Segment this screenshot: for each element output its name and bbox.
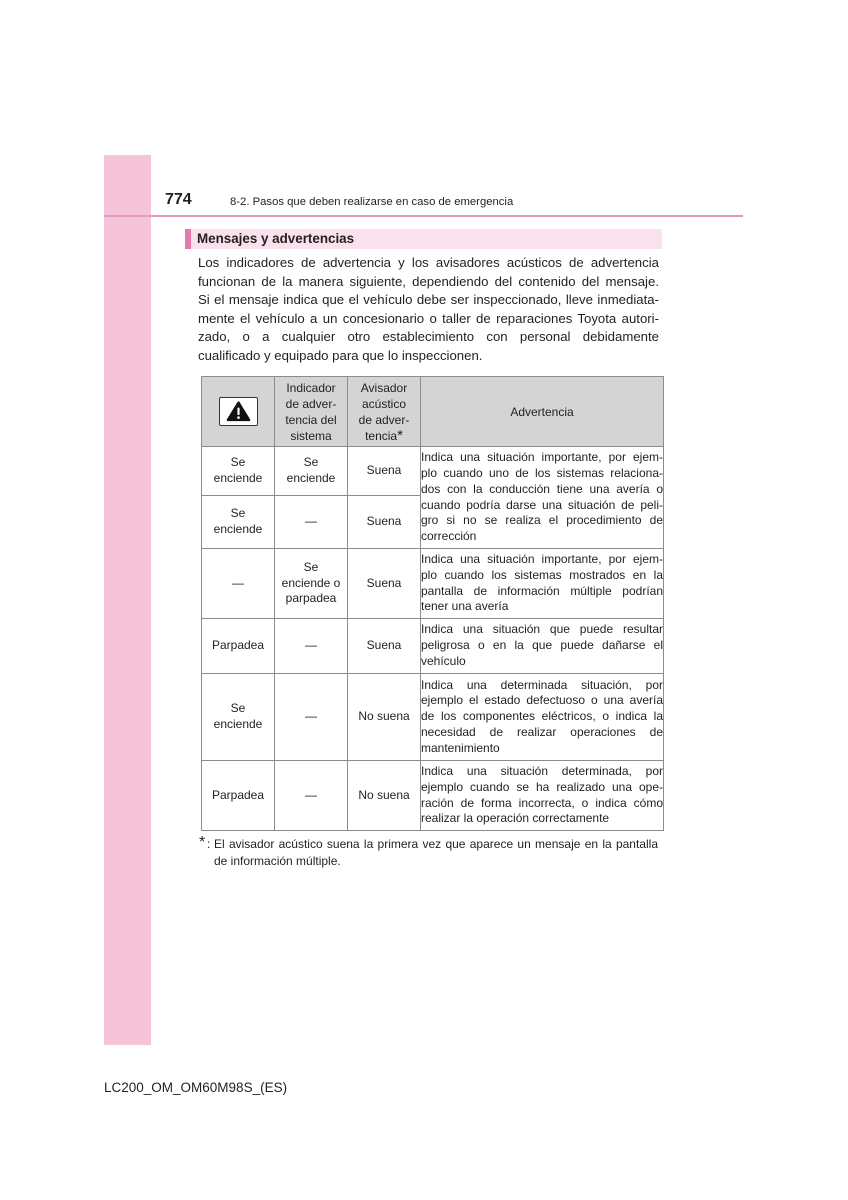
intro-line: funcionan de la manera siguiente, dependiendo del contenido del mensaje. bbox=[198, 273, 659, 289]
cell-system-indicator: — bbox=[275, 496, 348, 549]
description-line: plo cuando uno de los sistemas relaciona- bbox=[421, 466, 663, 481]
header-buzzer-label: Avisador acústico de adver- tencia bbox=[358, 380, 410, 443]
cell-buzzer: No suena bbox=[348, 761, 421, 831]
intro-paragraph bbox=[198, 254, 659, 366]
cell-master-warning: Parpadea bbox=[202, 761, 275, 831]
footnote-separator: : bbox=[207, 837, 211, 851]
cell-master-warning: Se enciende bbox=[202, 447, 275, 496]
footnote-text bbox=[214, 836, 658, 870]
cell-description bbox=[421, 619, 664, 674]
description-line: realizar la operación correctamente bbox=[421, 811, 610, 826]
document-code: LC200_OM_OM60M98S_(ES) bbox=[104, 1080, 288, 1095]
cell-description bbox=[421, 674, 664, 761]
cell-master-warning: — bbox=[202, 549, 275, 619]
table-row bbox=[202, 674, 664, 761]
description-line: mantenimiento bbox=[421, 740, 500, 755]
header-master-warning bbox=[202, 377, 275, 447]
description-line: peligrosa o en la que puede dañarse el bbox=[421, 638, 663, 653]
cell-master-warning: Se enciende bbox=[202, 496, 275, 549]
cell-system-indicator: — bbox=[275, 619, 348, 674]
cell-system-indicator: Se enciende o parpadea bbox=[275, 549, 348, 619]
description-line: dos con la conducción tiene una avería o bbox=[421, 481, 663, 496]
intro-line: Los indicadores de advertencia y los avisadores acústicos de advertencia bbox=[198, 255, 659, 270]
description-line: de los componentes eléctricos, o indica la bbox=[421, 709, 663, 724]
description-line: cuando podría darse una situación de peli- bbox=[421, 497, 663, 512]
cell-buzzer: Suena bbox=[348, 619, 421, 674]
description-line: Indica una situación que puede resultar bbox=[421, 622, 663, 637]
table-header-row bbox=[202, 377, 664, 447]
description-line: Indica una determinada situación, por bbox=[421, 677, 663, 692]
cell-buzzer: Suena bbox=[348, 496, 421, 549]
intro-line: zado, o a cualquier otro establecimiento con personal debidamente bbox=[198, 329, 659, 345]
chapter-heading: 8-2. Pasos que deben realizarse en caso de emergencia bbox=[230, 196, 514, 208]
header-rule bbox=[104, 215, 743, 217]
section-heading-accent bbox=[185, 229, 191, 249]
description-line: ejemplo cuando se ha realizado una ope- bbox=[421, 779, 663, 794]
header-footnote-mark: * bbox=[397, 426, 403, 444]
cell-master-warning: Parpadea bbox=[202, 619, 275, 674]
description-line: vehículo bbox=[421, 653, 466, 668]
cell-buzzer: Suena bbox=[348, 549, 421, 619]
cell-description bbox=[421, 761, 664, 831]
cell-buzzer: No suena bbox=[348, 674, 421, 761]
cell-system-indicator: Se enciende bbox=[275, 447, 348, 496]
table-row bbox=[202, 619, 664, 674]
footnote-line: de información múltiple. bbox=[214, 854, 341, 868]
section-heading bbox=[185, 229, 662, 249]
intro-line: mente el vehículo a un concesionario o taller de reparaciones Toyota autori- bbox=[198, 310, 659, 326]
page-number: 774 bbox=[165, 191, 192, 208]
chapter-tab-band bbox=[104, 155, 151, 1045]
warning-triangle-icon bbox=[219, 397, 258, 426]
table-row bbox=[202, 447, 664, 496]
intro-line: Si el mensaje indica que el vehículo debe ser inspeccionado, lleve inmediata- bbox=[198, 292, 659, 308]
header-description: Advertencia bbox=[421, 377, 664, 447]
intro-line: cualificado y equipado para que lo inspeccionen. bbox=[198, 347, 483, 363]
description-line: necesidad de realizar operaciones de bbox=[421, 724, 663, 739]
cell-description bbox=[421, 549, 664, 619]
warning-message-table bbox=[201, 376, 664, 831]
description-line: Indica una situación importante, por ejem- bbox=[421, 552, 663, 567]
header-system-indicator: Indicador de adver- tencia del sistema bbox=[275, 377, 348, 447]
footnote-line: El avisador acústico suena la primera vez que aparece un mensaje en la pantalla bbox=[214, 837, 658, 851]
description-line: plo cuando los sistemas mostrados en la bbox=[421, 567, 663, 582]
cell-master-warning: Se enciende bbox=[202, 674, 275, 761]
table-row bbox=[202, 549, 664, 619]
description-line: gro si no se realiza el procedimiento de bbox=[421, 513, 663, 528]
header-buzzer bbox=[348, 377, 421, 447]
table-row bbox=[202, 761, 664, 831]
cell-system-indicator: — bbox=[275, 761, 348, 831]
description-line: Indica una situación determinada, por bbox=[421, 764, 663, 779]
cell-buzzer: Suena bbox=[348, 447, 421, 496]
section-title: Mensajes y advertencias bbox=[197, 231, 355, 246]
description-line: ración de forma incorrecta, o indica cómo bbox=[421, 795, 663, 810]
description-line: pantalla de información múltiple podrían bbox=[421, 583, 663, 598]
footnote bbox=[199, 836, 658, 872]
cell-description bbox=[421, 447, 664, 549]
cell-system-indicator: — bbox=[275, 674, 348, 761]
description-line: Indica una situación importante, por ejem- bbox=[421, 450, 663, 465]
description-line: corrección bbox=[421, 528, 477, 543]
footnote-mark: * bbox=[199, 834, 206, 851]
description-line: tener una avería bbox=[421, 599, 509, 614]
description-line: ejemplo el estado defectuoso o una avería bbox=[421, 693, 663, 708]
